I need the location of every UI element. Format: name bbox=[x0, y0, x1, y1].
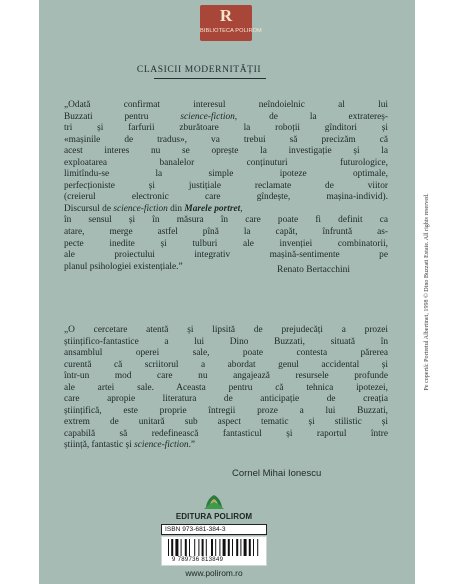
quote1-line: pecte inedite și tulburi ale invenției combinatorii, bbox=[64, 238, 388, 249]
barcode-bars bbox=[162, 537, 266, 557]
quote1-line: Buzzati pentru science-fiction, de la extratereș- bbox=[64, 111, 388, 122]
quote1-line: planul psihologiei existențiale.” bbox=[64, 261, 183, 272]
quote2-author: Cornel Mihai Ionescu bbox=[232, 468, 322, 479]
logo-text: BIBLIOTECA POLIROM bbox=[200, 28, 262, 34]
series-divider bbox=[154, 78, 266, 79]
quote1-line: atare, merge astfel pînă la capăt, înfruntă as- bbox=[64, 227, 388, 238]
quote1-line: limitîndu-se la simple ipoteze optimale, bbox=[64, 169, 388, 180]
quote1-author: Renato Bertacchini bbox=[277, 265, 351, 275]
quote1-line: „Odată confirmat interesul neîndoielnic al lui bbox=[64, 100, 388, 110]
quote2-line: capabilă să redefinească fantasticul și raportul între bbox=[64, 428, 388, 439]
logo-glyph: R bbox=[219, 6, 233, 25]
quote2-line: într-un mod care nu angajează resursele profunde bbox=[64, 371, 388, 382]
cover-credit bbox=[424, 193, 442, 391]
book-back-cover bbox=[39, 0, 415, 584]
quote1-line: în sensul și în măsura în care poate fi definit ca bbox=[64, 215, 388, 226]
quote1-line: (creierul electronic care gîndește, mașina-individ). bbox=[64, 192, 388, 203]
quote2-line: știință, fantastic și science-fiction.” bbox=[64, 440, 196, 451]
biblioteca-polirom-logo bbox=[200, 5, 262, 41]
quote-bertacchini bbox=[64, 100, 388, 273]
quote2-line: extrem de unitară sub aspect tematic și stilistic și bbox=[64, 417, 388, 428]
quote1-line: acest interes nu se oprește la investigație și la bbox=[64, 146, 388, 157]
publisher-name: EDITURA POLIROM bbox=[175, 512, 253, 521]
quote1-line: Discursul de science-fiction din Marele portret, bbox=[64, 203, 243, 214]
polirom-tree-icon bbox=[201, 493, 227, 511]
quote1-line: exploatarea banalelor conținuturi futurologice, bbox=[64, 157, 388, 168]
cover-credit-text: Pe copertă: Portretul Albertinei, 1998 © Dino Buzzati Estate. All rights reserved. bbox=[424, 193, 430, 391]
barcode-number: 9 789736 813849 bbox=[172, 557, 224, 563]
quote2-line: ale artei sale. Aceasta pentru că tehnica ipotezei, bbox=[64, 382, 388, 393]
isbn-box: ISBN 973-681-384-3 bbox=[161, 524, 267, 535]
quote1-line: perfecționiste și justițiale reclamate de viitor bbox=[64, 180, 388, 191]
quote2-line: care apropie literatura de anticipație de creația bbox=[64, 394, 388, 405]
quote1-line: ale proiectului integrativ mașină-sentimente pe bbox=[64, 250, 388, 261]
quote2-line: curentă că scriitorul a abordat genul accidental și bbox=[64, 359, 388, 370]
quote2-line: științifico-fantastice a lui Dino Buzzati, situată în bbox=[64, 336, 388, 347]
quote2-line: ansamblul operei sale, poate contesta părerea bbox=[64, 348, 388, 359]
quote1-line: «mașinile de tradus», va trebui să precizăm că bbox=[64, 134, 388, 145]
quote2-line: „O cercetare atentă și lipsită de prejudecăți a prozei bbox=[64, 325, 388, 335]
publisher-website[interactable]: www.polirom.ro bbox=[185, 568, 243, 578]
quote-ionescu bbox=[64, 325, 388, 452]
quote2-line: științifică, este proprie întregii proze a lui Buzzati, bbox=[64, 405, 388, 416]
barcode bbox=[161, 536, 267, 566]
quote1-line: tri și farfurii zburătoare la roboții gînditori și bbox=[64, 123, 388, 134]
series-title: CLASICII MODERNITĂȚII bbox=[136, 65, 262, 75]
